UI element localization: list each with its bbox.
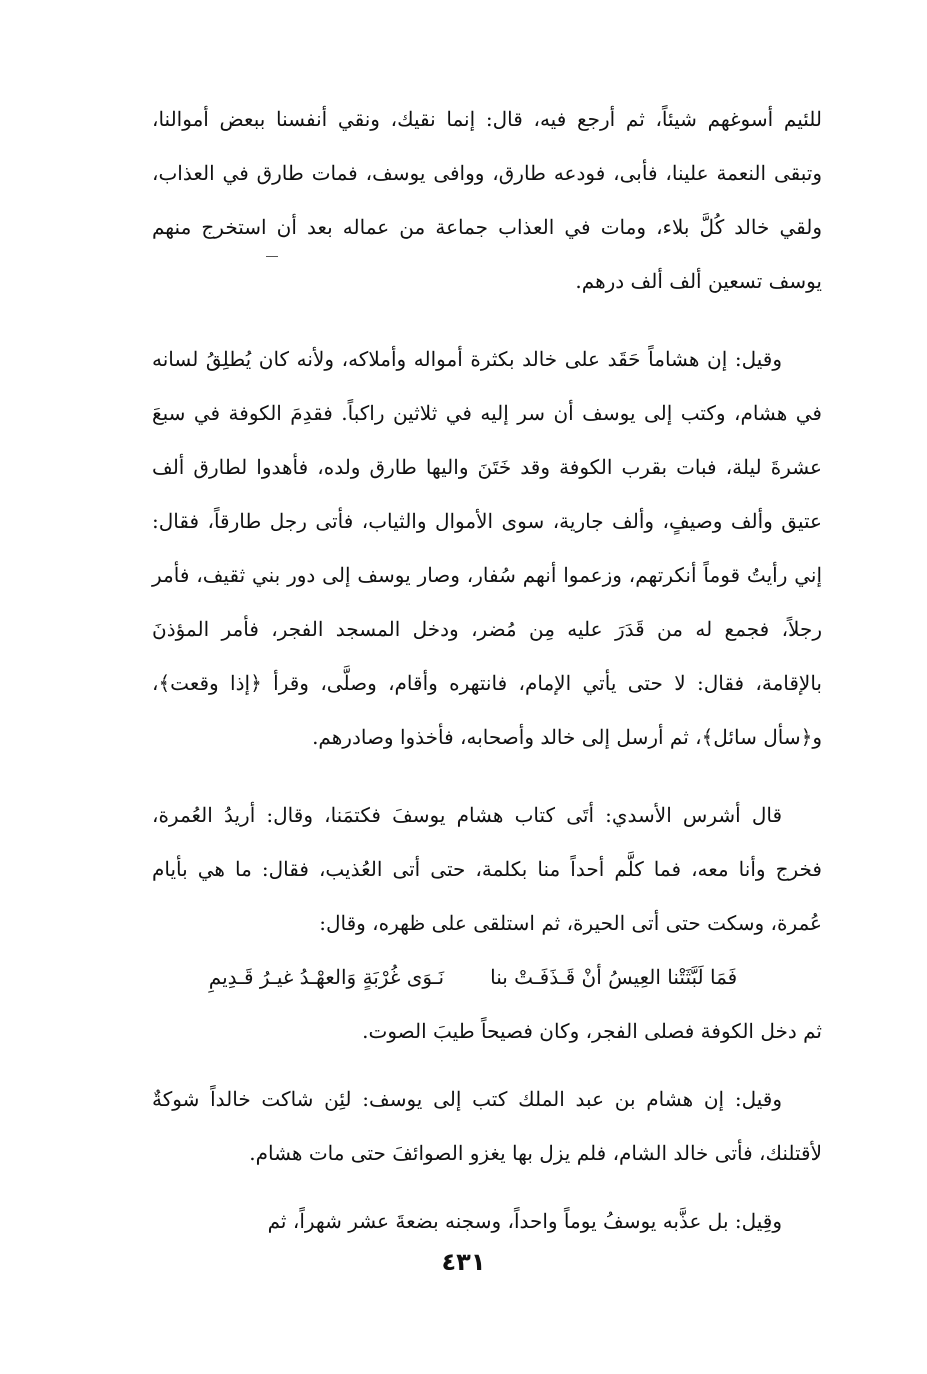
poem-verse bbox=[152, 950, 822, 1004]
page-body bbox=[152, 92, 822, 1248]
verse-first-hemistich: فَمَا لَبَّثَتْنا العِيسُ أنْ قَـذَفَـتْ بنا bbox=[490, 965, 738, 989]
paragraph-5: وقيل: إن هشام بن عبد الملك كتب إلى يوسف: لئِن شاكت خالداً شوكةٌ لأقتلنك، فأتى خالد الشام، فلم يزل بها يغزو الصوائفَ حتى مات هشام. bbox=[152, 1087, 822, 1165]
paragraph-3: قال أشرس الأسدي: أتَى كتاب هشام يوسفَ فكتمَنا، وقال: أريدُ العُمرة، فخرج وأنا معه، فما كلَّم أحداً منا بكلمة، حتى أتى العُذيب، فقال: ما هي بأيام عُمرة، وسكت حتى أتى الحيرة، ثم استلقى على ظهره، وقال: bbox=[152, 803, 822, 935]
verse-second-hemistich: نَـوَى غُرْبَةٍ وَالعهْـدُ غيـرُ قَـدِيمِ bbox=[208, 965, 445, 989]
paragraph-gap bbox=[152, 308, 822, 332]
paragraph-6: وقِيل: بل عذَّبه يوسفُ يوماً واحداً، وسجنه بضعةَ عشر شهراً، ثم bbox=[267, 1209, 782, 1233]
page-number: ٤٣١ bbox=[441, 1248, 486, 1276]
paragraph-4: ثم دخل الكوفة فصلى الفجر، وكان فصيحاً طيبَ الصوت. bbox=[362, 1019, 822, 1043]
paragraph-gap bbox=[152, 1180, 822, 1194]
paragraph-2: وقيل: إن هشاماً حَقَد على خالد بكثرة أمواله وأملاكه، ولأنه كان يُطلِقُ لسانه في هشام، وكتب إلى يوسف أن سر إليه في ثلاثين راكباً. فقدِمَ الكوفة في سبعَ عشرةَ ليلة، فبات بقرب الكوفة وقد خَتَنَ واليها طارق ولده، فأهدوا لطارق ألف عتيق وألف وصيفٍ، وألف جارية، سوى الأموال والثياب، فأتى رجل طارقاً، فقال: إني رأيتُ قوماً أنكرتهم، وزعموا أنهم سُفار، وصار يوسف إلى دور بني ثقيف، فأمر رجلاً، فجمع له من قَدَرَ عليه مِن مُضر، ودخل المسجد الفجر، فأمر المؤذنَ بالإقامة، فقال: لا حتى يأتي الإمام، فانتهره وأقام، وصلَّى، وقرأ ﴿إذا وقعت﴾، و﴿سأل سائل﴾، ثم أرسل إلى خالد وأصحابه، فأخذوا وصادرهم. bbox=[152, 347, 823, 749]
paragraph-gap bbox=[152, 1058, 822, 1072]
paragraph-gap bbox=[152, 764, 822, 788]
paragraph-1: للئيم أسوغهم شيئاً، ثم أرجع فيه، قال: إنما نقيك، ونقي أنفسنا ببعض أموالنا، وتبقى النعمة علينا، فأبى، فودعه طارق، ووافى يوسف، فمات طارق في العذاب، ولقي خالد كُلَّ بلاء، ومات في العذاب جماعة من عماله بعد أن استخرج منهم يوسف تسعين ألف ألف درهم. bbox=[152, 107, 822, 293]
